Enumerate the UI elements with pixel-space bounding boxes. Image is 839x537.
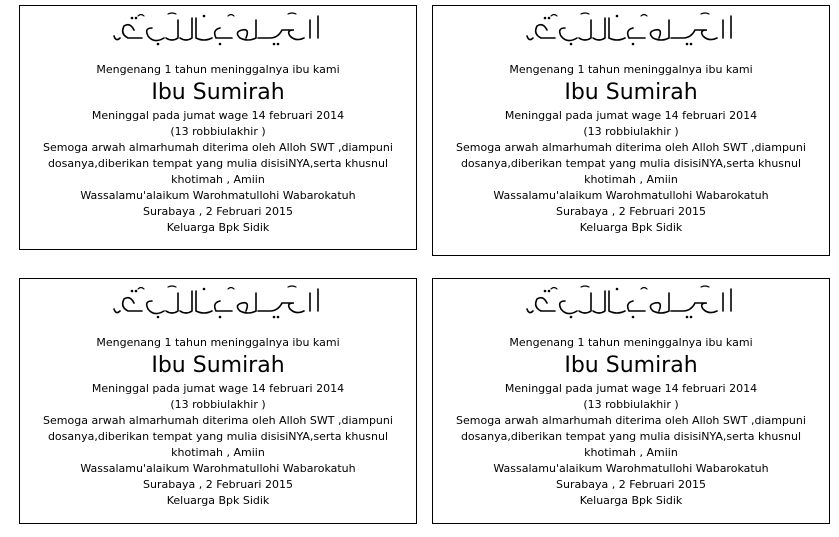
place-and-date: Surabaya , 2 Februari 2015	[556, 478, 706, 491]
place-and-date: Surabaya , 2 Februari 2015	[143, 205, 293, 218]
prayer-line-1: Semoga arwah almarhumah diterima oleh Alloh SWT ,diampuni	[456, 414, 806, 427]
prayer-line-2: dosanya,diberikan tempat yang mulia disisiNYA,serta khusnul	[47, 430, 389, 443]
deceased-name: Ibu Sumirah	[151, 353, 285, 378]
prayer-line-3: khotimah , Amiin	[171, 446, 265, 459]
intro-line: Mengenang 1 tahun meninggalnya ibu kami	[96, 336, 340, 349]
family-signature: Keluarga Bpk Sidik	[579, 221, 683, 234]
place-and-date: Surabaya , 2 Februari 2015	[143, 478, 293, 491]
family-signature: Keluarga Bpk Sidik	[579, 494, 683, 507]
arabic-calligraphy	[108, 8, 328, 48]
deceased-name: Ibu Sumirah	[564, 353, 698, 378]
closing-greeting: Wassalamu'alaikum Warohmatullohi Wabarokatuh	[80, 462, 356, 475]
date-of-death: Meninggal pada jumat wage 14 februari 2014	[91, 382, 345, 395]
closing-greeting: Wassalamu'alaikum Warohmatullohi Wabarokatuh	[80, 189, 356, 202]
place-and-date: Surabaya , 2 Februari 2015	[556, 205, 706, 218]
family-signature: Keluarga Bpk Sidik	[166, 494, 270, 507]
date-of-death: Meninggal pada jumat wage 14 februari 2014	[91, 109, 345, 122]
intro-line: Mengenang 1 tahun meninggalnya ibu kami	[96, 63, 340, 76]
closing-greeting: Wassalamu'alaikum Warohmatullohi Wabarokatuh	[493, 189, 769, 202]
prayer-line-3: khotimah , Amiin	[171, 173, 265, 186]
prayer-line-1: Semoga arwah almarhumah diterima oleh Alloh SWT ,diampuni	[43, 414, 393, 427]
hijri-date: (13 robbiulakhir )	[170, 125, 266, 138]
prayer-line-3: khotimah , Amiin	[584, 173, 678, 186]
hijri-date: (13 robbiulakhir )	[583, 398, 679, 411]
intro-line: Mengenang 1 tahun meninggalnya ibu kami	[509, 336, 753, 349]
prayer-line-1: Semoga arwah almarhumah diterima oleh Alloh SWT ,diampuni	[43, 141, 393, 154]
deceased-name: Ibu Sumirah	[151, 80, 285, 105]
arabic-calligraphy	[521, 281, 741, 321]
family-signature: Keluarga Bpk Sidik	[166, 221, 270, 234]
prayer-line-3: khotimah , Amiin	[584, 446, 678, 459]
hijri-date: (13 robbiulakhir )	[583, 125, 679, 138]
closing-greeting: Wassalamu'alaikum Warohmatullohi Wabarokatuh	[493, 462, 769, 475]
arabic-calligraphy	[108, 281, 328, 321]
date-of-death: Meninggal pada jumat wage 14 februari 2014	[504, 109, 758, 122]
memorial-card	[432, 5, 830, 256]
memorial-card	[19, 5, 417, 250]
memorial-card	[19, 278, 417, 524]
date-of-death: Meninggal pada jumat wage 14 februari 2014	[504, 382, 758, 395]
arabic-calligraphy	[521, 8, 741, 48]
deceased-name: Ibu Sumirah	[564, 80, 698, 105]
prayer-line-1: Semoga arwah almarhumah diterima oleh Alloh SWT ,diampuni	[456, 141, 806, 154]
hijri-date: (13 robbiulakhir )	[170, 398, 266, 411]
prayer-line-2: dosanya,diberikan tempat yang mulia disisiNYA,serta khusnul	[460, 157, 802, 170]
prayer-line-2: dosanya,diberikan tempat yang mulia disisiNYA,serta khusnul	[47, 157, 389, 170]
prayer-line-2: dosanya,diberikan tempat yang mulia disisiNYA,serta khusnul	[460, 430, 802, 443]
memorial-card	[432, 278, 830, 524]
intro-line: Mengenang 1 tahun meninggalnya ibu kami	[509, 63, 753, 76]
